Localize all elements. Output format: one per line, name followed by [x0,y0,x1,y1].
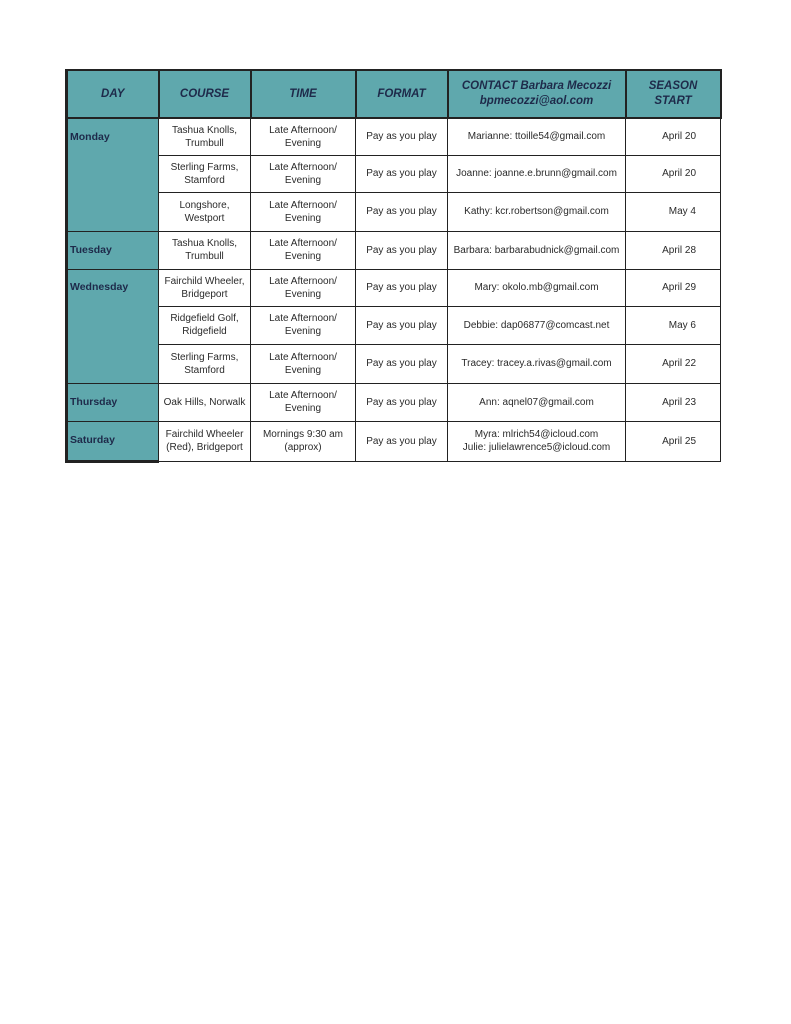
season-start-cell: April 22 [626,344,721,383]
format-cell: Pay as you play [356,192,448,231]
table-row [67,192,721,231]
header-season-start-line2: START [654,95,692,107]
table-row [67,231,721,269]
course-cell: Sterling Farms, Stamford [159,344,251,383]
season-start-cell: May 4 [626,192,721,231]
format-cell: Pay as you play [356,231,448,269]
day-cell [67,192,159,231]
format-cell: Pay as you play [356,306,448,344]
time-cell: Late Afternoon/ Evening [251,344,356,383]
format-cell: Pay as you play [356,118,448,155]
course-cell: Fairchild Wheeler, Bridgeport [159,269,251,306]
table-row [67,118,721,155]
day-cell: Tuesday [67,231,159,269]
day-cell: Thursday [67,383,159,421]
header-contact-name: CONTACT Barbara Mecozzi [461,80,612,92]
header-format: FORMAT [356,70,448,118]
table-row [67,421,721,461]
course-cell: Ridgefield Golf, Ridgefield [159,306,251,344]
format-cell: Pay as you play [356,344,448,383]
header-day: DAY [67,70,159,118]
format-cell: Pay as you play [356,383,448,421]
season-start-cell: April 20 [626,118,721,155]
time-cell: Late Afternoon/ Evening [251,192,356,231]
contact-cell: Barbara: barbarabudnick@gmail.com [448,231,626,269]
contact-cell: Kathy: kcr.robertson@gmail.com [448,192,626,231]
table-row [67,344,721,383]
table-row [67,269,721,306]
season-start-cell: April 23 [626,383,721,421]
header-contact [448,70,626,118]
format-cell: Pay as you play [356,269,448,306]
format-cell: Pay as you play [356,155,448,192]
contact-cell [448,421,626,461]
season-start-cell: April 28 [626,231,721,269]
contact-cell: Tracey: tracey.a.rivas@gmail.com [448,344,626,383]
contact-line: Julie: julielawrence5@icloud.com [462,442,611,453]
course-cell: Oak Hills, Norwalk [159,383,251,421]
time-cell: Late Afternoon/ Evening [251,383,356,421]
time-cell: Late Afternoon/ Evening [251,231,356,269]
course-cell: Tashua Knolls, Trumbull [159,118,251,155]
contact-cell: Ann: aqnel07@gmail.com [448,383,626,421]
table-row [67,155,721,192]
header-season-start [626,70,721,118]
contact-cell: Marianne: ttoille54@gmail.com [448,118,626,155]
time-cell: Late Afternoon/ Evening [251,269,356,306]
contact-cell: Mary: okolo.mb@gmail.com [448,269,626,306]
day-cell [67,306,159,344]
day-cell [67,344,159,383]
format-cell: Pay as you play [356,421,448,461]
day-cell: Saturday [67,421,159,461]
time-cell: Late Afternoon/ Evening [251,118,356,155]
season-start-cell: May 6 [626,306,721,344]
day-cell: Wednesday [67,269,159,306]
course-cell: Tashua Knolls, Trumbull [159,231,251,269]
contact-cell: Joanne: joanne.e.brunn@gmail.com [448,155,626,192]
contact-cell: Debbie: dap06877@comcast.net [448,306,626,344]
time-cell: Late Afternoon/ Evening [251,155,356,192]
golf-schedule-table [65,69,722,463]
header-course: COURSE [159,70,251,118]
season-start-cell: April 20 [626,155,721,192]
course-cell: Longshore, Westport [159,192,251,231]
table-row [67,306,721,344]
time-cell: Mornings 9:30 am (approx) [251,421,356,461]
season-start-cell: April 29 [626,269,721,306]
course-cell: Sterling Farms, Stamford [159,155,251,192]
header-season-start-line1: SEASON [648,80,698,92]
header-time: TIME [251,70,356,118]
time-cell: Late Afternoon/ Evening [251,306,356,344]
day-cell [67,155,159,192]
course-cell: Fairchild Wheeler (Red), Bridgeport [159,421,251,461]
header-contact-email: bpmecozzi@aol.com [479,95,594,107]
season-start-cell: April 25 [626,421,721,461]
table-row [67,383,721,421]
contact-line: Myra: mlrich54@icloud.com [474,429,599,440]
header-row [67,70,721,118]
day-cell: Monday [67,118,159,155]
